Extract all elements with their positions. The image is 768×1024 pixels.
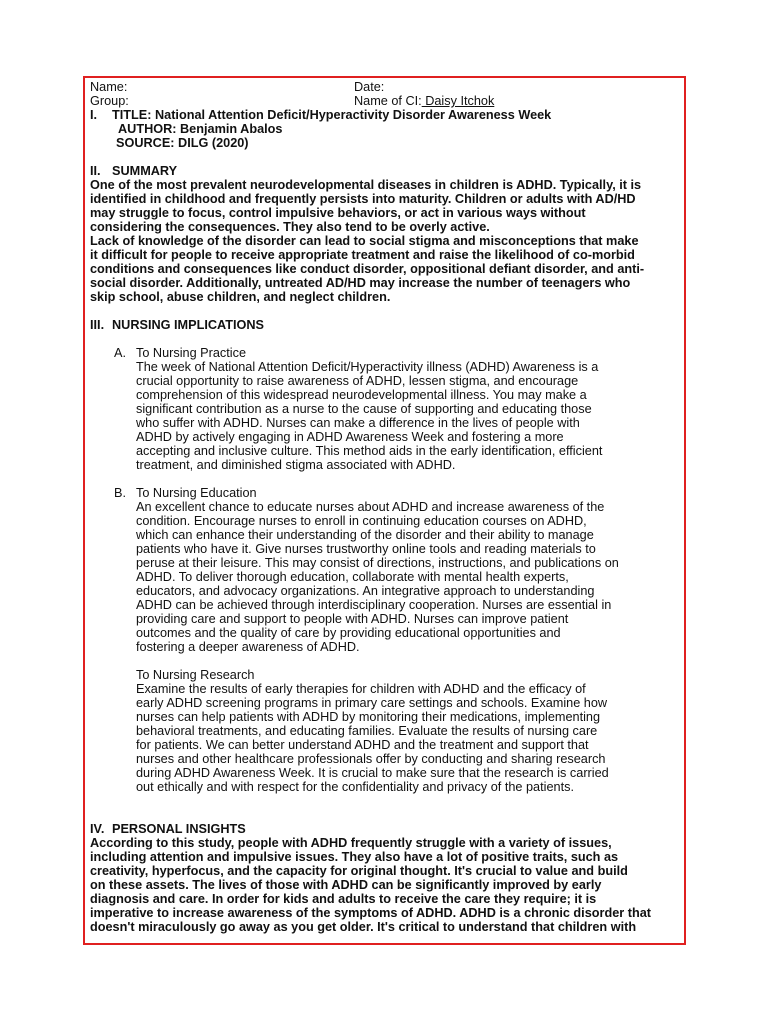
practice-line: The week of National Attention Deficit/Hyperactivity illness (ADHD) Awareness is a: [136, 360, 599, 374]
header-row-2: [90, 94, 680, 108]
insights-line: including attention and impulsive issues. They also have a lot of positive traits, such as: [90, 850, 619, 864]
name-label: Name:: [90, 80, 128, 94]
nursing-practice-body: [136, 360, 680, 472]
section-3-number: III.: [90, 318, 105, 332]
summary-line: social disorder. Additionally, untreated AD/HD may increase the number of teenagers who: [90, 276, 631, 290]
insights-line: diagnosis and care. In order for kids and adults to receive the care they require; it is: [90, 892, 597, 906]
personal-insights-heading: IV. PERSONAL INSIGHTS: [90, 822, 246, 836]
education-line: providing care and support to people with ADHD. Nurses can improve patient: [136, 612, 569, 626]
practice-line: crucial opportunity to raise awareness of ADHD, lessen stigma, and encourage: [136, 374, 579, 388]
nursing-implications-heading: III. NURSING IMPLICATIONS: [90, 318, 265, 332]
education-line: educators, and advocacy organizations. An integrative approach to understanding: [136, 584, 595, 598]
summary-line: One of the most prevalent neurodevelopmental diseases in children is ADHD. Typically, it is: [90, 178, 642, 192]
education-line: condition. Encourage nurses to enroll in continuing education courses on ADHD,: [136, 514, 587, 528]
summary-line: identified in childhood and frequently persists into maturity. Children or adults with AD/HD: [90, 192, 636, 206]
research-line: behavioral treatments, and educating families. Evaluate the results of nursing care: [136, 724, 598, 738]
research-line: during ADHD Awareness Week. It is crucial to make sure that the research is carried: [136, 766, 609, 780]
insights-line: creativity, hyperfocus, and the capacity for original thought. It's crucial to value and build: [90, 864, 628, 878]
insights-line: on these assets. The lives of those with ADHD can be significantly improved by early: [90, 878, 602, 892]
nursing-education-heading: B. To Nursing Education: [114, 486, 257, 500]
ci-label: Name of CI: Daisy Itchok: [354, 94, 495, 108]
summary-line: skip school, abuse children, and neglect children.: [90, 290, 391, 304]
document-title: TITLE: National Attention Deficit/Hyperactivity Disorder Awareness Week: [112, 108, 552, 122]
summary-heading: II. SUMMARY: [90, 164, 178, 178]
research-line: nurses and other healthcare professionals offer by conducting and sharing research: [136, 752, 606, 766]
practice-line: ADHD by actively engaging in ADHD Awareness Week and fostering a more: [136, 430, 564, 444]
summary-line: it difficult for people to receive appropriate treatment and raise the likelihood of co-morbid: [90, 248, 635, 262]
research-line: nurses can help patients with ADHD by monitoring their medications, implementing: [136, 710, 601, 724]
summary-line: considering the consequences. They also tend to be overly active.: [90, 220, 490, 234]
summary-line: may struggle to focus, control impulsive behaviors, or act in various ways without: [90, 206, 586, 220]
education-line: An excellent chance to educate nurses about ADHD and increase awareness of the: [136, 500, 605, 514]
education-line: patients who have it. Give nurses trustworthy online tools and reading materials to: [136, 542, 596, 556]
section-2-number: II.: [90, 164, 101, 178]
nursing-education-body: [136, 500, 680, 654]
insights-line: According to this study, people with ADHD frequently struggle with a variety of issues,: [90, 836, 612, 850]
summary-line: Lack of knowledge of the disorder can lead to social stigma and misconceptions that make: [90, 234, 639, 248]
section-title: [90, 108, 680, 122]
nursing-research-heading: To Nursing Research: [136, 668, 255, 682]
summary-body: [90, 178, 680, 304]
personal-insights-body: [90, 836, 680, 934]
education-line: fostering a deeper awareness of ADHD.: [136, 640, 360, 654]
nursing-practice-heading: A. To Nursing Practice: [114, 346, 246, 360]
practice-line: who suffer with ADHD. Nurses can make a difference in the lives of people with: [136, 416, 580, 430]
research-line: Examine the results of early therapies for children with ADHD and the efficacy of: [136, 682, 586, 696]
education-line: ADHD can be achieved through interdisciplinary cooperation. Nurses are essential in: [136, 598, 612, 612]
education-line: which can enhance their understanding of the disorder and their ability to manage: [136, 528, 594, 542]
summary-line: conditions and consequences like conduct disorder, oppositional defiant disorder, and anti-: [90, 262, 645, 276]
research-line: out ethically and with respect for the confidentiality and privacy of the patients.: [136, 780, 574, 794]
source-line: SOURCE: DILG (2020): [116, 136, 249, 150]
research-line: for patients. We can better understand ADHD and the treatment and support that: [136, 738, 589, 752]
header-row-1: [90, 80, 680, 94]
insights-line: imperative to increase awareness of the symptoms of ADHD. ADHD is a chronic disorder that: [90, 906, 651, 920]
author-line: AUTHOR: Benjamin Abalos: [118, 122, 283, 136]
practice-line: treatment, and diminished stigma associated with ADHD.: [136, 458, 456, 472]
section-1-number: I.: [90, 108, 98, 122]
subsection-letter-b: B.: [114, 486, 126, 500]
subsection-letter-a: A.: [114, 346, 126, 360]
research-line: early ADHD screening programs in primary care settings and schools. Examine how: [136, 696, 608, 710]
practice-line: comprehension of this widespread neurodevelopmental illness. You may make a: [136, 388, 587, 402]
education-line: ADHD. To deliver thorough education, collaborate with mental health experts,: [136, 570, 569, 584]
education-line: peruse at their leisure. This may consist of directions, instructions, and publications on: [136, 556, 619, 570]
section-4-number: IV.: [90, 822, 105, 836]
date-label: Date:: [354, 80, 385, 94]
insights-line: doesn't miraculously go away as you get older. It's critical to understand that children with: [90, 920, 637, 934]
document-content: [90, 80, 680, 934]
nursing-research-body: [136, 682, 680, 794]
group-label: Group:: [90, 94, 129, 108]
practice-line: accepting and inclusive culture. This method aids in the early identification, efficient: [136, 444, 603, 458]
ci-name-value: Daisy Itchok: [421, 94, 495, 108]
education-line: outcomes and the quality of care by providing educational opportunities and: [136, 626, 561, 640]
practice-line: significant contribution as a nurse to the cause of supporting and educating those: [136, 402, 592, 416]
